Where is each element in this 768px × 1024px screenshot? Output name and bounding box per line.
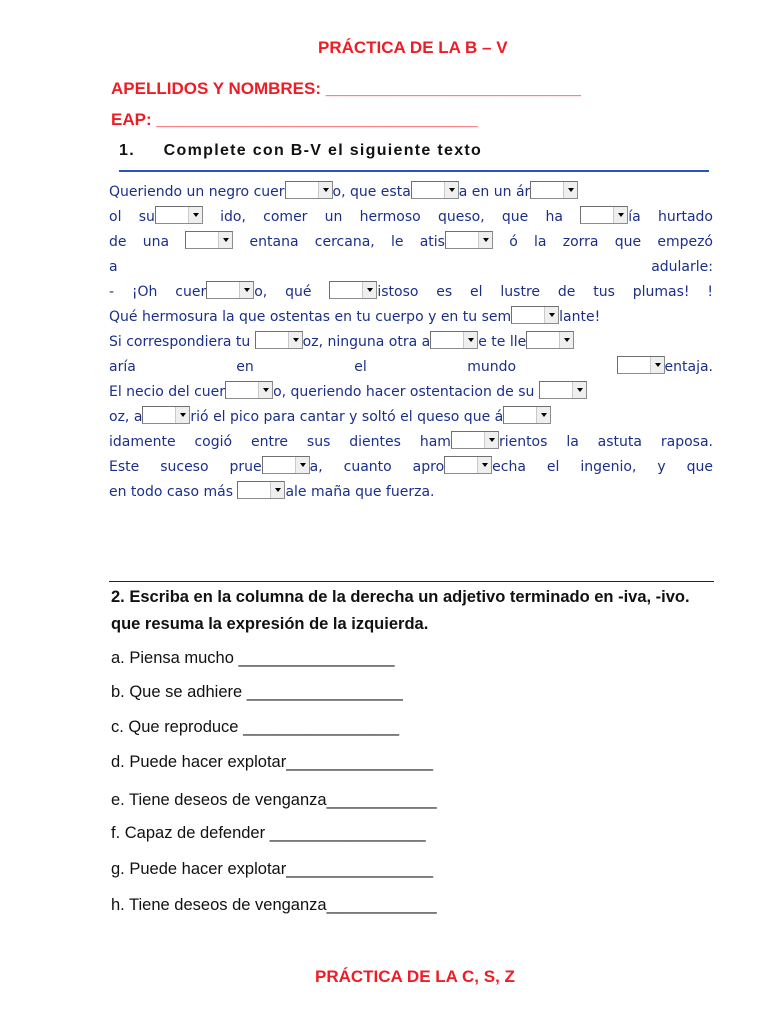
bv-dropdown[interactable] — [445, 231, 493, 249]
chevron-down-icon[interactable] — [285, 181, 333, 199]
text-segment: oz, ninguna otra a — [302, 334, 431, 350]
text-segment: Queriendo un negro cuer — [109, 184, 285, 200]
chevron-down-icon[interactable] — [503, 406, 551, 424]
question-1-underline — [119, 170, 709, 172]
chevron-down-icon[interactable] — [445, 231, 493, 249]
text-segment: echa el ingenio, y que — [492, 459, 713, 475]
question-2-heading-text: 2. Escriba en la columna de la derecha un adjetivo terminado en -iva, -ivo. que resuma la expresión de la izquierda. — [111, 588, 690, 633]
chevron-down-icon[interactable] — [580, 206, 628, 224]
page-title: PRÁCTICA DE LA B – V — [318, 38, 508, 57]
text-segment: Si correspondiera tu — [109, 334, 255, 350]
text-segment: istoso es el lustre de tus plumas! ! — [377, 284, 713, 300]
eap-label: EAP: __________________________________ — [111, 110, 478, 129]
text-segment: entana cercana, le atis — [233, 234, 445, 250]
bv-dropdown[interactable] — [225, 381, 273, 399]
text-segment: rió el pico para cantar y soltó el queso que á — [190, 409, 504, 425]
name-label: APELLIDOS Y NOMBRES: ___________________________ — [111, 79, 582, 98]
bv-dropdown[interactable] — [206, 281, 254, 299]
text-segment: o, queriendo hacer ostentacion de su — [273, 384, 539, 400]
section-divider — [109, 581, 714, 582]
bv-dropdown[interactable] — [155, 206, 203, 224]
text-segment: Qué hermosura la que ostentas en tu cuerpo y en tu sem — [109, 309, 512, 325]
bv-dropdown[interactable] — [142, 406, 190, 424]
bv-dropdown[interactable] — [285, 181, 333, 199]
text-segment: mundo — [467, 359, 617, 375]
bv-dropdown[interactable] — [255, 331, 303, 349]
chevron-down-icon[interactable] — [185, 231, 233, 249]
question-2-item: c. Que reproduce _________________ — [111, 718, 400, 736]
text-segment: ía hurtado — [628, 209, 713, 225]
chevron-down-icon[interactable] — [511, 306, 559, 324]
chevron-down-icon[interactable] — [530, 181, 578, 199]
footer-title: PRÁCTICA DE LA C, S, Z — [315, 967, 515, 986]
chevron-down-icon[interactable] — [155, 206, 203, 224]
bv-dropdown[interactable] — [539, 381, 587, 399]
chevron-down-icon[interactable] — [262, 456, 310, 474]
text-line — [109, 381, 713, 403]
bv-dropdown[interactable] — [329, 281, 377, 299]
bv-dropdown[interactable] — [503, 406, 551, 424]
question-2-item: h. Tiene deseos de venganza____________ — [111, 896, 437, 914]
chevron-down-icon[interactable] — [237, 481, 285, 499]
text-line — [109, 256, 713, 278]
text-segment: ale maña que fuerza. — [285, 484, 435, 500]
text-segment: - ¡Oh cuer — [109, 284, 207, 300]
bv-dropdown[interactable] — [451, 431, 499, 449]
question-2-item: d. Puede hacer explotar________________ — [111, 753, 434, 771]
chevron-down-icon[interactable] — [451, 431, 499, 449]
text-segment: en — [236, 359, 254, 375]
bv-dropdown[interactable] — [580, 206, 628, 224]
text-line — [109, 431, 713, 453]
text-line — [109, 231, 713, 253]
text-segment: oz, a — [109, 409, 143, 425]
text-line — [109, 481, 713, 503]
text-line — [109, 331, 713, 353]
chevron-down-icon[interactable] — [617, 356, 665, 374]
chevron-down-icon[interactable] — [142, 406, 190, 424]
question-2-item: f. Capaz de defender _________________ — [111, 824, 426, 842]
text-segment: e te lle — [478, 334, 527, 350]
text-line — [109, 306, 713, 328]
chevron-down-icon[interactable] — [430, 331, 478, 349]
question-1-heading: 1. Complete con B-V el siguiente texto — [119, 142, 483, 159]
text-segment: o, qué — [254, 284, 330, 300]
text-segment: en todo caso más — [109, 484, 238, 500]
chevron-down-icon[interactable] — [444, 456, 492, 474]
chevron-down-icon[interactable] — [526, 331, 574, 349]
chevron-down-icon[interactable] — [329, 281, 377, 299]
chevron-down-icon[interactable] — [411, 181, 459, 199]
chevron-down-icon[interactable] — [255, 331, 303, 349]
text-line — [109, 281, 713, 303]
text-line — [109, 356, 713, 378]
text-segment: a, cuanto apro — [309, 459, 445, 475]
question-2-item: g. Puede hacer explotar________________ — [111, 860, 434, 878]
bv-dropdown[interactable] — [511, 306, 559, 324]
text-segment: ó la zorra que empezó — [492, 234, 713, 250]
text-line — [109, 181, 713, 203]
text-line — [109, 456, 713, 478]
question-2-item: a. Piensa mucho _________________ — [111, 649, 395, 667]
text-segment: rientos la astuta raposa. — [498, 434, 713, 450]
chevron-down-icon[interactable] — [539, 381, 587, 399]
bv-dropdown[interactable] — [185, 231, 233, 249]
chevron-down-icon[interactable] — [206, 281, 254, 299]
text-segment: lante! — [559, 309, 601, 325]
text-line — [109, 206, 713, 228]
bv-dropdown[interactable] — [526, 331, 574, 349]
text-line — [109, 406, 713, 428]
bv-dropdown[interactable] — [237, 481, 285, 499]
text-segment: de una — [109, 234, 186, 250]
text-segment: el — [354, 359, 367, 375]
chevron-down-icon[interactable] — [225, 381, 273, 399]
bv-dropdown[interactable] — [430, 331, 478, 349]
text-segment: entaja. — [664, 359, 714, 375]
text-segment: a en un ár — [458, 184, 531, 200]
text-segment: o, que esta — [332, 184, 411, 200]
bv-dropdown[interactable] — [411, 181, 459, 199]
text-segment: adularle: — [651, 259, 713, 275]
text-segment: ido, comer un hermoso queso, que ha — [202, 209, 581, 225]
text-segment: a — [109, 259, 118, 275]
text-segment: El necio del cuer — [109, 384, 226, 400]
bv-dropdown[interactable] — [444, 456, 492, 474]
question-2-item: b. Que se adhiere _________________ — [111, 683, 403, 701]
bv-dropdown[interactable] — [530, 181, 578, 199]
bv-dropdown[interactable] — [617, 356, 665, 374]
text-segment: Este suceso prue — [109, 459, 262, 475]
question-2-heading — [111, 584, 716, 638]
text-segment: idamente cogió entre sus dientes ham — [109, 434, 451, 450]
bv-dropdown[interactable] — [262, 456, 310, 474]
text-segment: ol su — [109, 209, 155, 225]
text-segment: aría — [109, 359, 136, 375]
question-2-item: e. Tiene deseos de venganza____________ — [111, 791, 437, 809]
